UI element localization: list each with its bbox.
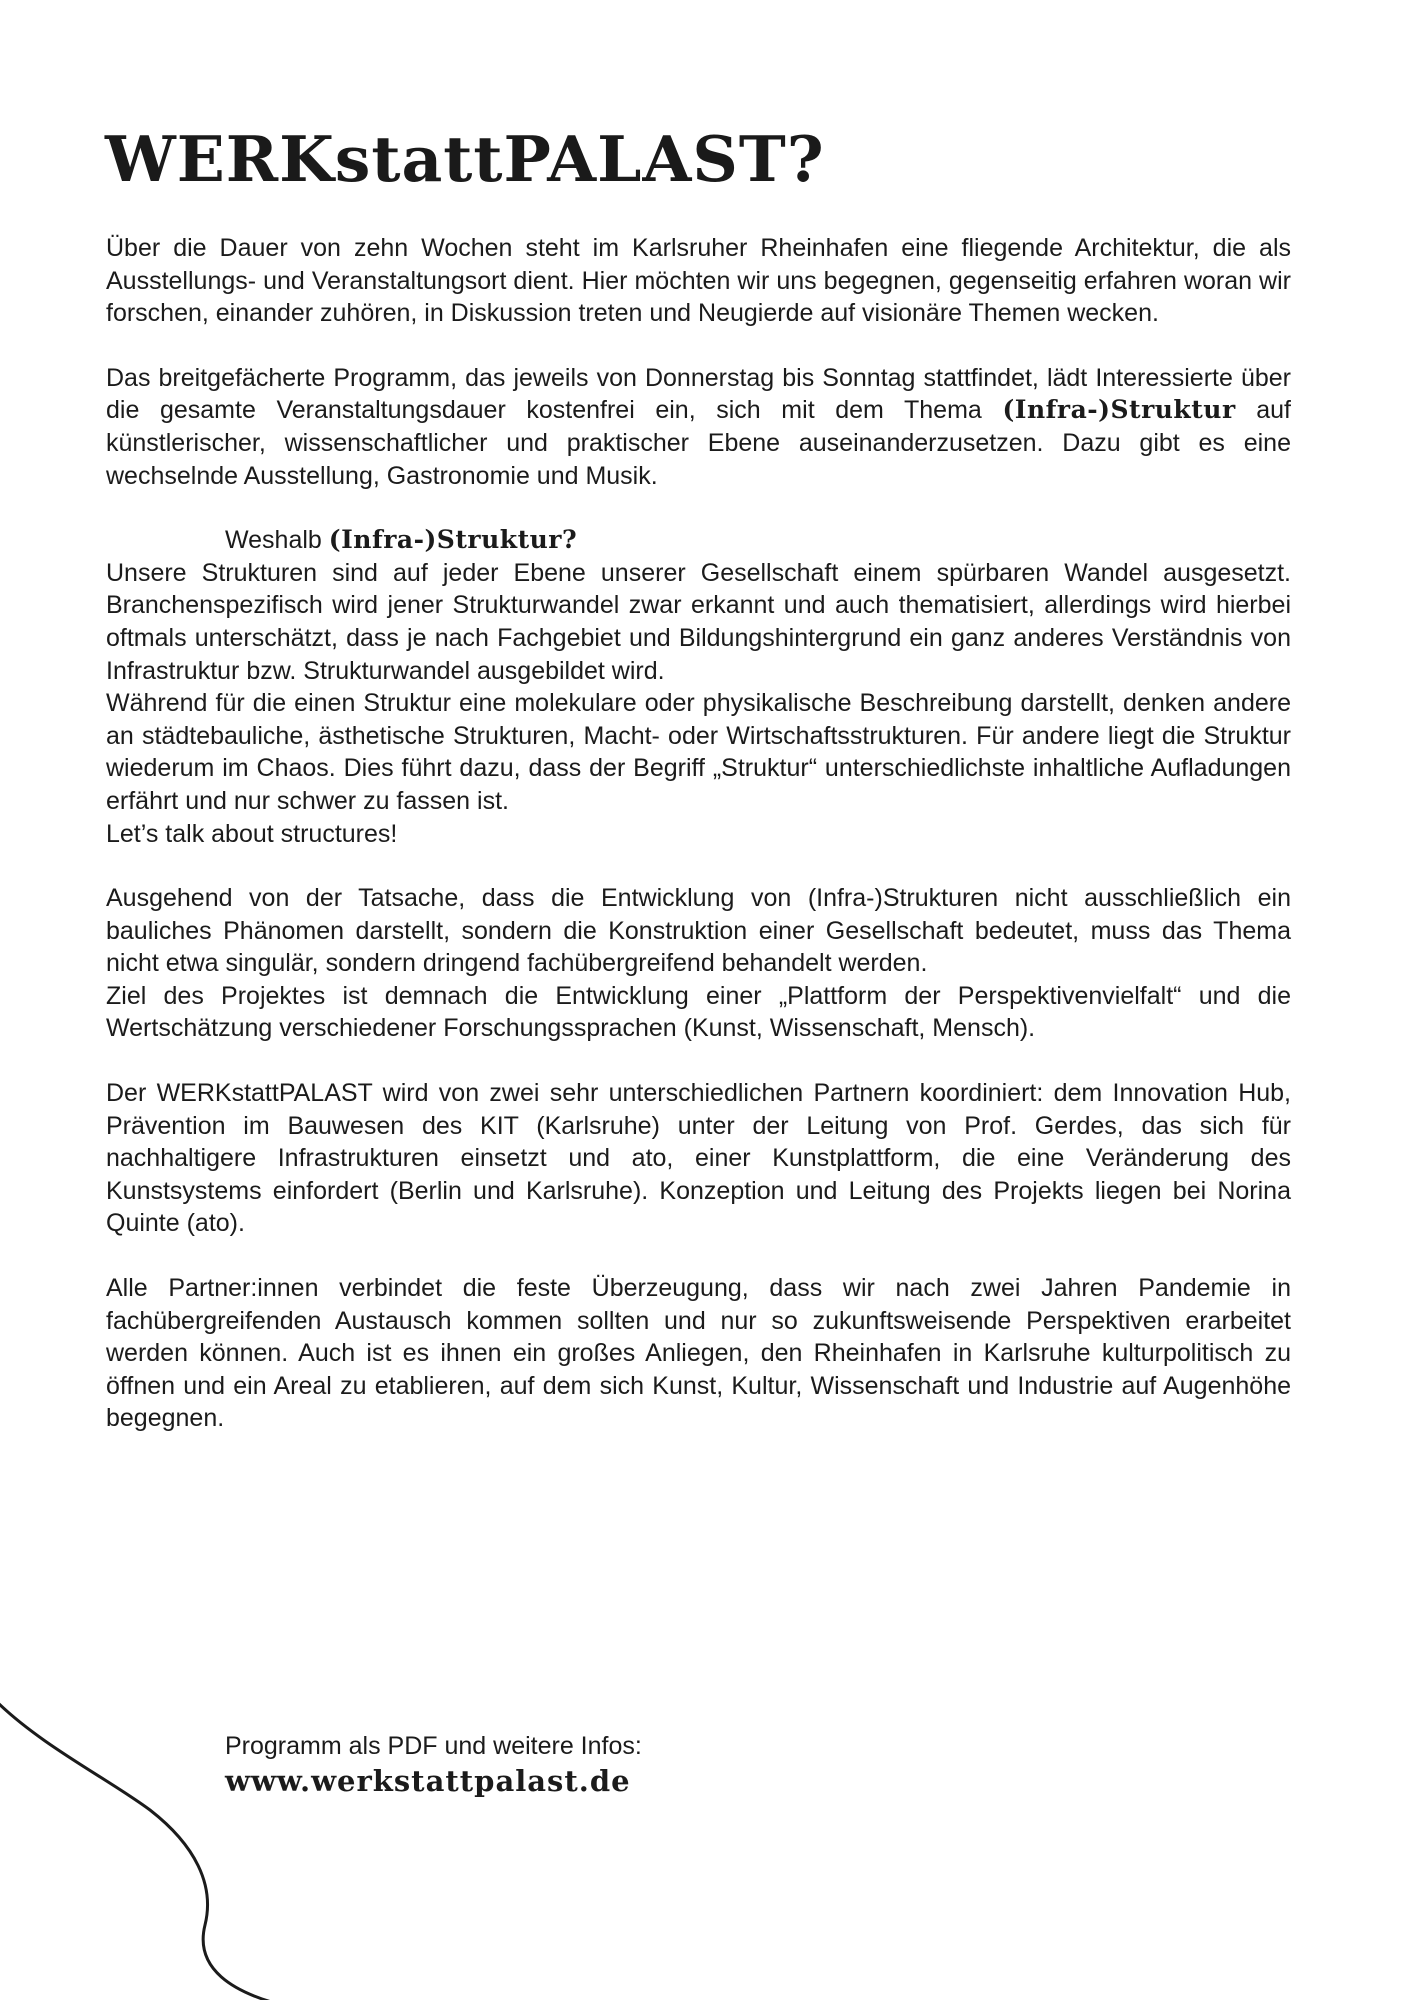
why-heading-emphasis: (Infra-)Struktur? <box>328 525 578 555</box>
page-title: WERKstattPALAST? <box>105 122 825 196</box>
why-section <box>106 524 1291 850</box>
goal-paragraph-1: Ausgehend von der Tatsache, dass die Entwicklung von (Infra-)Strukturen nicht ausschließlich ein bauliches Phänomen darstellt, sondern die Konstruktion einer Gesellschaft bedeutet, muss das Thema nicht etwa singulär, sondern dringend fachübergreifend behandelt werden. <box>106 884 1291 978</box>
program-text-before: Das breitgefächerte Programm, das jeweils von Donnerstag bis Sonntag stattfindet, lädt Interessierte über die gesamte Veranstaltungsdauer kostenfrei ein, sich mit dem Thema <box>106 363 1291 425</box>
main-text <box>106 232 1291 1435</box>
why-heading-label: Weshalb <box>225 526 322 555</box>
footer-label: Programm als PDF und weitere Infos: <box>225 1732 642 1760</box>
program-text-after: auf künstlerischer, wissenschaftlicher und praktischer Ebene auseinanderzusetzen. Dazu gibt es eine wechselnde Ausstellung, Gastronomie und Musik. <box>106 396 1292 490</box>
why-heading <box>106 524 1291 557</box>
program-paragraph <box>106 362 1291 492</box>
goal-paragraph-2: Ziel des Projektes ist demnach die Entwicklung einer „Plattform der Perspektivenvielfalt“ und die Wertschätzung verschiedener Forschungssprachen (Kunst, Wissenschaft, Mensch). <box>106 981 1291 1043</box>
partners-paragraph: Der WERKstattPALAST wird von zwei sehr unterschiedlichen Partnern koordiniert: dem Innovation Hub, Prävention im Bauwesen des KIT (Karlsruhe) unter der Leitung von Prof. Gerdes, das sich für nachhaltigere Infrastrukturen einsetzt und ato, einer Kunstplattform, die eine Veränderung des Kunstsystems einfordert (Berlin und Karlsruhe). Konzeption und Leitung des Projekts liegen bei Norina Quinte (ato). <box>106 1079 1291 1238</box>
program-emphasis: (Infra-)Struktur <box>1002 395 1236 425</box>
website-link[interactable]: www.werkstattpalast.de <box>225 1764 631 1798</box>
intro-paragraph: Über die Dauer von zehn Wochen steht im Karlsruher Rheinhafen eine fliegende Architektur, die als Ausstellungs- und Veranstaltungsort dient. Hier möchten wir uns begegnen, gegenseitig erfahren woran wir forschen, einander zuhören, in Diskussion treten und Neugierde auf visionäre Themen wecken. <box>106 234 1291 328</box>
conviction-paragraph: Alle Partner:innen verbindet die feste Überzeugung, dass wir nach zwei Jahren Pandemie in fachübergreifenden Austausch kommen sollten und nur so zukunftsweisende Perspektiven erarbeitet werden können. Auch ist es ihnen ein großes Anliegen, den Rheinhafen in Karlsruhe kulturpolitisch zu öffnen und ein Areal zu etablieren, auf dem sich Kunst, Kultur, Wissenschaft und Industrie auf Augenhöhe begegnen. <box>106 1274 1291 1433</box>
why-closing: Let’s talk about structures! <box>106 819 398 848</box>
why-paragraph-1: Unsere Strukturen sind auf jeder Ebene unserer Gesellschaft einem spürbaren Wandel ausgesetzt. Branchenspezifisch wird jener Strukturwandel zwar erkannt und auch thematisiert, allerdings wird hierbei oftmals unterschätzt, dass je nach Fachgebiet und Bildungshintergrund ein ganz anderes Verständnis von Infrastruktur bzw. Strukturwandel ausgebildet wird. <box>106 558 1291 685</box>
footer-info <box>225 1729 642 1799</box>
goal-section <box>106 882 1291 1045</box>
why-paragraph-2: Während für die einen Struktur eine molekulare oder physikalische Beschreibung darstellt, denken andere an städtebauliche, ästhetische Strukturen, Macht- oder Wirtschaftsstrukturen. Für andere liegt die Struktur wiederum im Chaos. Dies führt dazu, dass der Begriff „Struktur“ unterschiedlichste inhaltliche Aufladungen erfährt und nur schwer zu fassen ist. <box>106 689 1291 815</box>
